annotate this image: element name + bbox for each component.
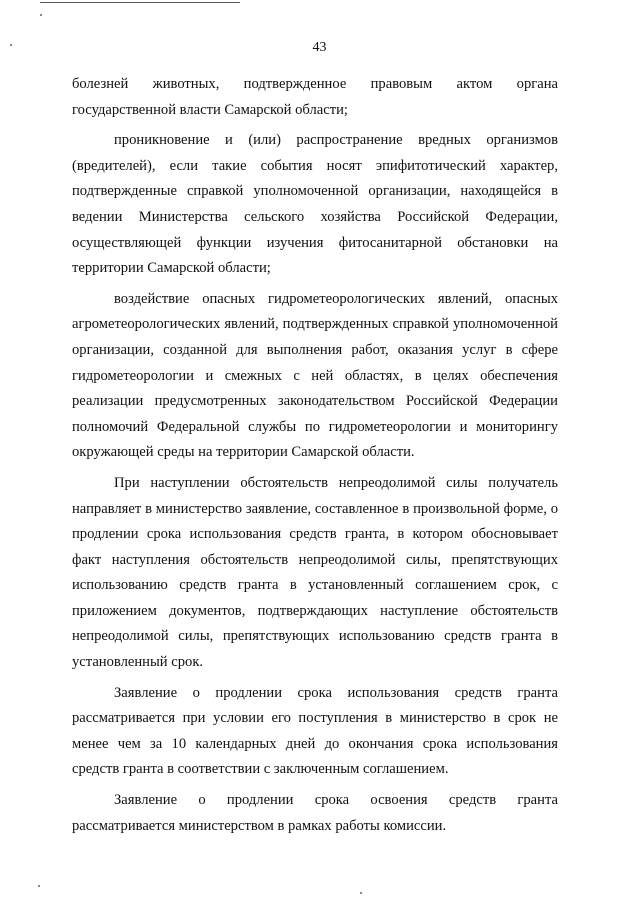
scan-speck bbox=[40, 14, 42, 16]
paragraph-commission: Заявление о продлении срока освоения средств гранта рассматривается министерством в рамках работы комиссии. bbox=[72, 792, 558, 834]
paragraph-continuation: болезней животных, подтвержденное правовым актом органа государственной власти Самарской области; bbox=[72, 76, 558, 118]
document-body bbox=[72, 72, 558, 839]
paragraph-hydrometeorological: воздействие опасных гидрометеорологических явлений, опасных агрометеорологических явлений, подтвержденных справкой уполномоченной организации, созданной для выполнения работ, оказания услуг в сфере гидрометеорологии и смежных с ней областях, в целях обеспечения реализации предусмотренных законодательством Российской Федерации полномочий Федеральной службы по гидрометеорологии и мониторингу окружающей среды на территории Самарской области. bbox=[72, 290, 558, 461]
paragraph-application-term: Заявление о продлении срока использования средств гранта рассматривается при условии его поступления в министерство в срок не менее чем за 10 календарных дней до окончания срока использования средств гранта в соответствии с заключенным соглашением. bbox=[72, 684, 558, 778]
scan-speck bbox=[360, 892, 362, 894]
page-number: 43 bbox=[312, 40, 327, 55]
paragraph-pests: проникновение и (или) распространение вредных организмов (вредителей), если такие события носят эпифитотический характер, подтвержденные справкой уполномоченной организации, находящейся в ведении Министерства сельского хозяйства Российской Федерации, осуществляющей функции изучения фитосанитарной обстановки на территории Самарской области; bbox=[72, 132, 558, 277]
scan-artifact-line bbox=[40, 2, 240, 3]
paragraph-force-majeure: При наступлении обстоятельств непреодолимой силы получатель направляет в министерство заявление, составленное в произвольной форме, о продлении срока использования средств гранта, в котором обосновывает факт наступления обстоятельств непреодолимой силы, препятствующих использованию средств гранта в установленный соглашением срок, с приложением документов, подтверждающих наступление обстоятельств непреодолимой силы, препятствующих использованию средств гранта в установленный срок. bbox=[72, 474, 558, 671]
scan-speck bbox=[38, 885, 40, 887]
